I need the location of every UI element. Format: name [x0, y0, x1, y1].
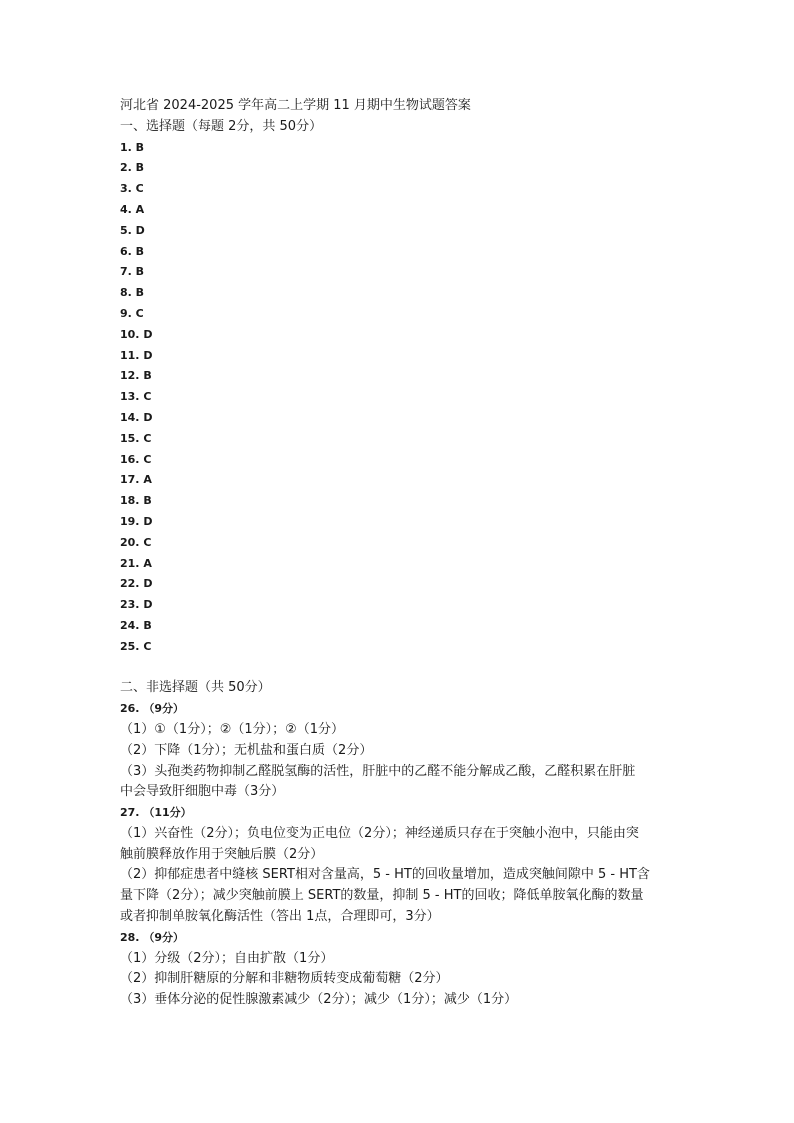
choice-answer: 11. D	[120, 348, 153, 362]
answer-line: 量下降（2分）；减少突触前膜上 SERT的数量，抑制 5 - HT的回收；降低单胺氧化酶的数量	[120, 888, 644, 904]
choice-answer: 21. A	[120, 556, 152, 570]
choice-answer: 8. B	[120, 286, 145, 300]
choice-answer: 5. D	[120, 223, 145, 237]
answer-line: 中会导致肝细胞中毒（3分）	[120, 784, 285, 800]
answer-line: 触前膜释放作用于突触后膜（2分）	[120, 846, 324, 862]
choice-answer: 4. A	[120, 202, 145, 216]
question-27	[120, 803, 680, 928]
document-title: 河北省 2024-2025 学年高二上学期 11 月期中生物试题答案	[120, 98, 471, 113]
choice-answer: 9. C	[120, 306, 144, 320]
choice-answer: 19. D	[120, 514, 153, 528]
answer-line: 或者抑制单胺氧化酶活性（答出 1点，合理即可，3分）	[120, 909, 440, 925]
answer-line: （3）垂体分泌的促性腺激素减少（2分）；减少（1分）；减少（1分）	[120, 992, 518, 1008]
section2-heading: 二、非选择题（共 50分）	[120, 680, 271, 696]
answer-line: （1）分级（2分）；自由扩散（1分）	[120, 950, 334, 966]
question-26	[120, 699, 680, 803]
choice-answer: 12. B	[120, 369, 152, 383]
question-header: 27. （11分）	[120, 806, 192, 820]
choice-answer: 23. D	[120, 598, 153, 612]
section1-heading: 一、选择题（每题 2分，共 50分）	[120, 118, 323, 134]
answer-document	[120, 96, 680, 1011]
answer-line: （2）下降（1分）；无机盐和蛋白质（2分）	[120, 742, 373, 758]
choice-answer: 22. D	[120, 577, 153, 591]
answer-line: （2）抑制肝糖原的分解和非糖物质转变成葡萄糖（2分）	[120, 971, 449, 987]
answer-line: （1）兴奋性（2分）；负电位变为正电位（2分）；神经递质只存在于突触小泡中，只能由突	[120, 825, 639, 841]
question-header: 28. （9分）	[120, 930, 184, 944]
choice-answer: 20. C	[120, 535, 152, 549]
choice-answer: 2. B	[120, 161, 145, 175]
choice-answer: 13. C	[120, 390, 152, 404]
choice-answer: 16. C	[120, 452, 152, 466]
answer-line: （1）①（1分）；②（1分）；②（1分）	[120, 721, 345, 737]
choice-answer: 24. B	[120, 618, 152, 632]
section-spacer	[120, 658, 680, 679]
choice-answer: 15. C	[120, 431, 152, 445]
choice-answer: 1. B	[120, 140, 145, 154]
choice-answer: 25. C	[120, 639, 152, 653]
choice-answer: 7. B	[120, 265, 145, 279]
choice-answer: 6. B	[120, 244, 145, 258]
answer-line: （3）头孢类药物抑制乙醛脱氢酶的活性，肝脏中的乙醛不能分解成乙酸，乙醛积累在肝脏	[120, 763, 636, 779]
choice-answer: 14. D	[120, 410, 153, 424]
choice-answer: 17. A	[120, 473, 152, 487]
answer-line: （2）抑郁症患者中缝核 SERT相对含量高，5 - HT的回收量增加，造成突触间隙中 5 - HT含	[120, 867, 650, 883]
choice-answer: 18. B	[120, 494, 152, 508]
choice-answer-list	[120, 138, 680, 658]
choice-answer: 10. D	[120, 327, 153, 341]
question-header: 26. （9分）	[120, 702, 184, 716]
choice-answer: 3. C	[120, 182, 144, 196]
question-28	[120, 928, 680, 1011]
